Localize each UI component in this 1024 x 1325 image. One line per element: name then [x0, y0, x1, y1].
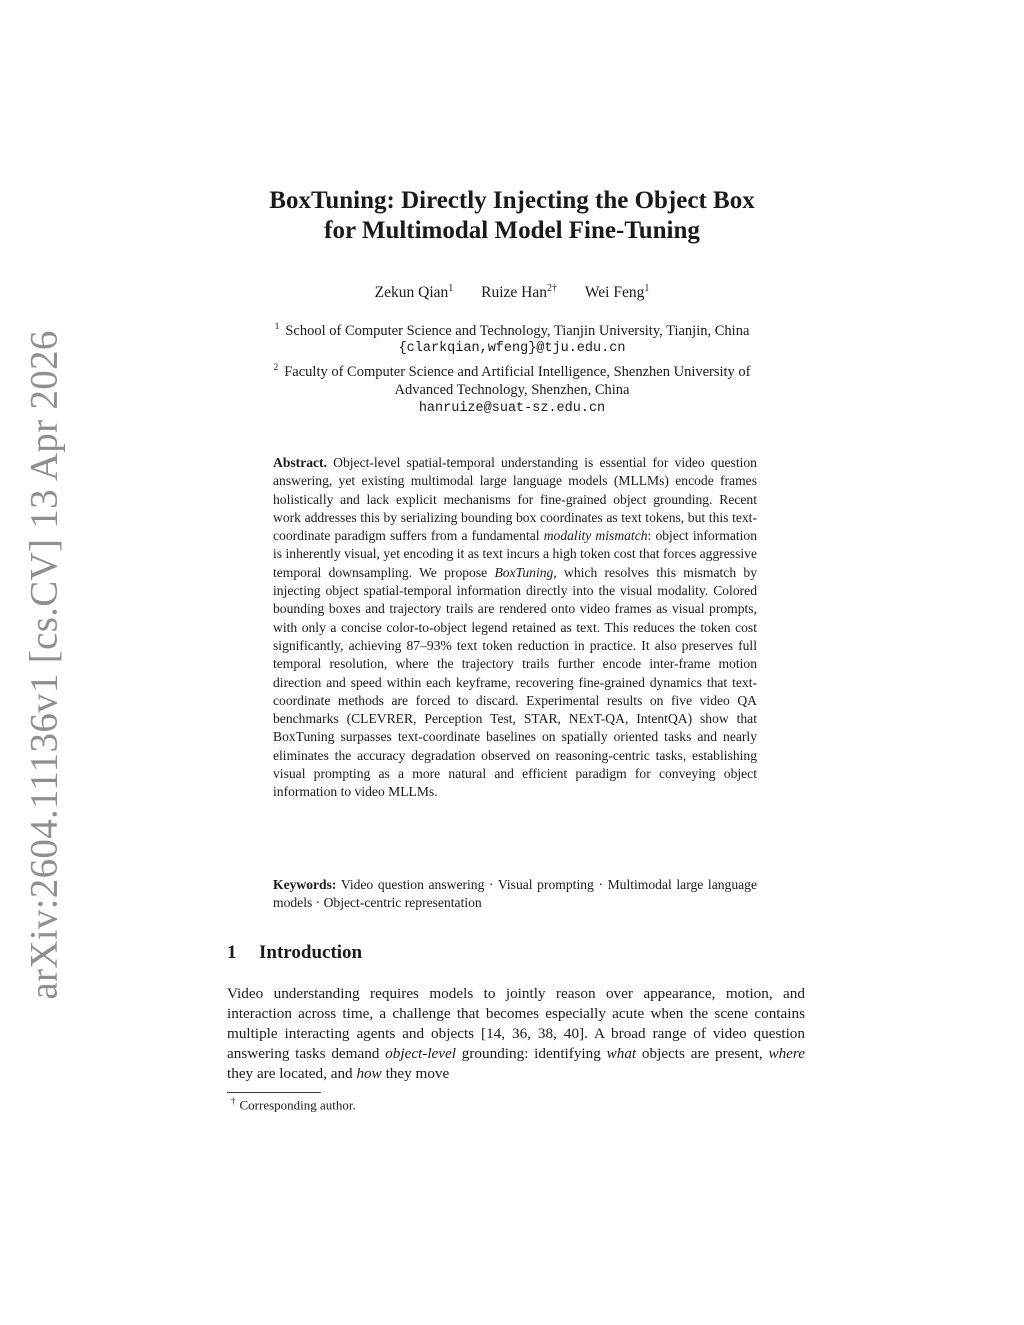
author-name: Zekun Qian [374, 284, 449, 302]
abstract-text-1: Object-level spatial-temporal understanding is essential for video question answering, yet existing multimodal large language models (MLLMs) encode frames holistically and lack explicit mechanisms for fine-grained object grounding. Recent work addresses this by serializing bounding box coordinates as text tokens, but this text-coordinate paradigm suffers from a fundamental [273, 455, 757, 544]
author-mark: 1 [644, 283, 650, 294]
affiliation-mark: 2 [273, 362, 279, 373]
author [585, 283, 649, 302]
author-mark: 1 [448, 283, 454, 294]
email-1[interactable]: {clarkqian,wfeng}@tju.edu.cn [398, 341, 626, 357]
intro-emphasis-2: what [606, 1045, 637, 1062]
affiliation-text: Faculty of Computer Science and Artificial Intelligence, Shenzhen University of [284, 363, 751, 380]
section-title: Introduction [259, 942, 363, 963]
title-line-1: BoxTuning: Directly Injecting the Object Box [269, 187, 755, 214]
intro-text-1: Video understanding requires models to jointly reason over appearance, motion, and interaction across time, a challenge that becomes especially acute when the scene contains multiple interacting agents and objects [14, 36, 38, 40]. A broad range of video question answering tasks demand [227, 985, 805, 1062]
abstract-emphasis-1: modality mismatch [543, 528, 648, 544]
section-heading [227, 942, 362, 964]
keywords-text: Video question answering · Visual prompting · Multimodal large language models · Object-centric representation [273, 877, 757, 911]
intro-emphasis-3: where [768, 1045, 805, 1062]
affiliations [0, 318, 1024, 418]
intro-emphasis-4: how [356, 1065, 382, 1082]
paper-title [0, 186, 1024, 246]
affiliation-2 [0, 359, 1024, 381]
abstract-emphasis-2: BoxTuning [494, 564, 554, 580]
footnote-rule [227, 1092, 321, 1093]
affiliation-text: School of Computer Science and Technology, Tianjin University, Tianjin, China [285, 322, 750, 339]
email-2[interactable]: hanruize@suat-sz.edu.cn [418, 400, 606, 416]
section-number: 1 [227, 942, 237, 963]
author-mark: 2† [547, 283, 557, 294]
arxiv-identifier[interactable]: arXiv:2604.11136v1 [cs.CV] 13 Apr 2026 [22, 330, 66, 1000]
footnote-mark: † [231, 1096, 236, 1106]
intro-paragraph [227, 984, 805, 1084]
keywords [273, 876, 757, 913]
abstract [273, 454, 757, 802]
intro-text-5: they move [381, 1065, 450, 1082]
abstract-label: Abstract. [273, 455, 327, 470]
footnote [231, 1096, 356, 1113]
abstract-text-3: , which resolves this mismatch by injecting object spatial-temporal information directly into the visual modality. Colored bounding boxes and trajectory trails are rendered onto video frames as visual prompts, with only a concise color-to-object legend retained as text. This reduces the token cost significantly, achieving 87–93% text token reduction in practice. It also preserves full temporal resolution, where the trajectory trails further encode inter-frame motion direction and speed within each keyframe, recovering fine-grained dynamics that text-coordinate methods are forced to discard. Experimental results on five video QA benchmarks (CLEVRER, Perception Test, STAR, NExT-QA, IntentQA) show that BoxTuning surpasses text-coordinate baselines on spatially oriented tasks and nearly eliminates the accuracy degradation observed on reasoning-centric tasks, establishing visual prompting as a more natural and efficient paradigm for conveying object information to video MLLMs. [273, 564, 757, 800]
author-list [0, 283, 1024, 302]
keywords-label: Keywords: [273, 877, 337, 892]
author-name: Wei Feng [584, 284, 645, 302]
title-line-2: for Multimodal Model Fine-Tuning [324, 217, 700, 244]
affiliation-mark: 1 [274, 322, 280, 332]
intro-text-2: grounding: identifying [456, 1045, 607, 1062]
author [481, 283, 557, 302]
abstract-text-2: : object information is inherently visual, yet encoding it as text incurs a high token cost that forces aggressive temporal downsampling. We propose [273, 528, 758, 580]
intro-text-3: objects are present, [636, 1045, 769, 1062]
affiliation-1 [0, 318, 1024, 340]
intro-text-4: they are located, and [227, 1065, 357, 1082]
affiliation-2-line-2: Advanced Technology, Shenzhen, China [394, 382, 630, 399]
author [375, 283, 454, 302]
author-name: Ruize Han [481, 284, 547, 302]
intro-emphasis-1: object-level [385, 1045, 456, 1062]
footnote-text: Corresponding author. [239, 1097, 356, 1113]
